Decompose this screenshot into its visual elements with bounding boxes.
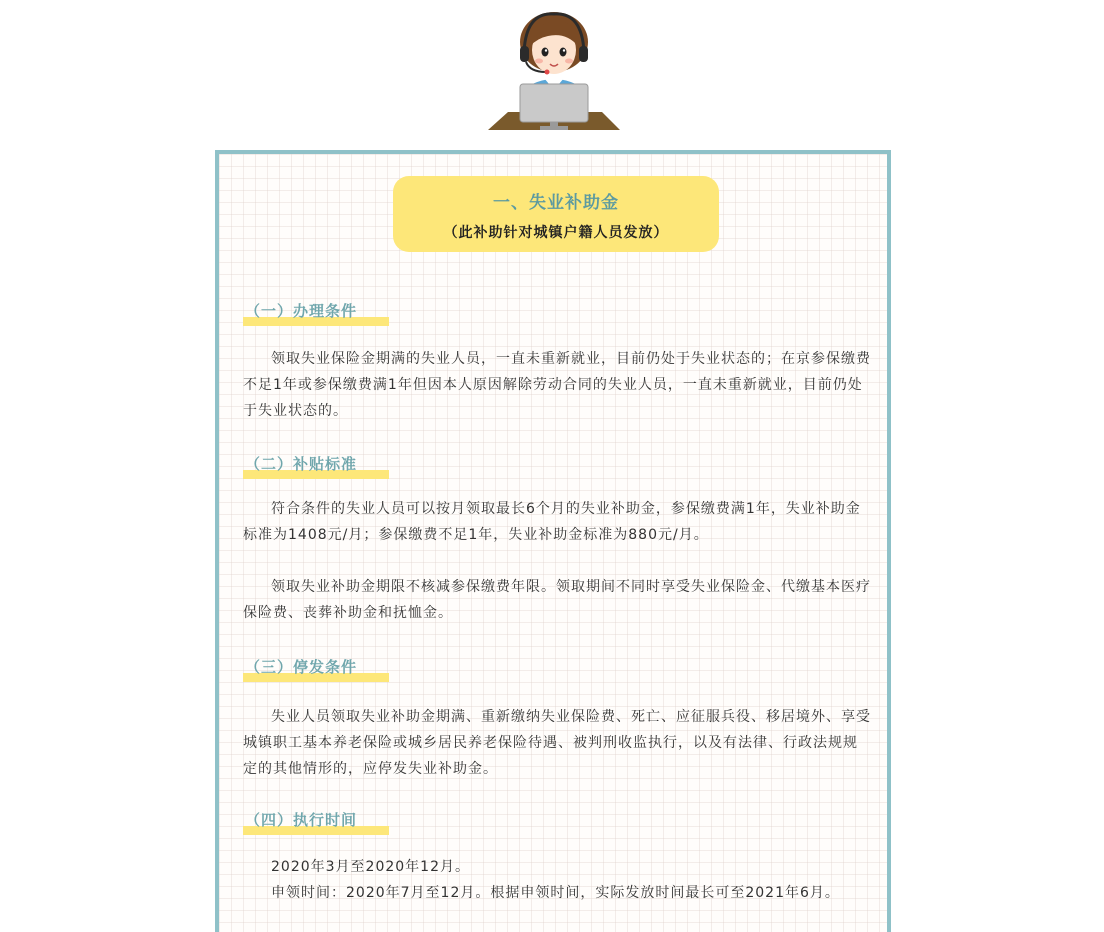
- section-heading-standard: [243, 453, 389, 479]
- page-title: 一、失业补助金: [493, 193, 619, 213]
- section-heading-text: （一）办理条件: [245, 302, 358, 320]
- section-heading-period: [243, 809, 389, 835]
- page-subtitle: （此补助针对城镇户籍人员发放）: [443, 225, 669, 241]
- section-paragraph: 领取失业补助金期限不核减参保缴费年限。领取期间不同时享受失业保险金、代缴基本医疗保险费、丧葬补助金和抚恤金。: [243, 579, 871, 621]
- section-heading-text: （二）补贴标准: [245, 455, 358, 473]
- section-paragraph: 符合条件的失业人员可以按月领取最长6个月的失业补助金，参保缴费满1年，失业补助金标准为1408元/月；参保缴费不足1年，失业补助金标准为880元/月。: [243, 501, 861, 543]
- section-heading-conditions: [243, 300, 389, 326]
- section-heading-text: （四）执行时间: [245, 811, 358, 829]
- title-banner: [393, 176, 719, 252]
- section-paragraph: 申领时间：2020年7月至12月。根据申领时间，实际发放时间最长可至2021年6月。: [271, 885, 840, 901]
- section-paragraph: 领取失业保险金期满的失业人员，一直未重新就业，目前仍处于失业状态的；在京参保缴费不足1年或参保缴费满1年但因本人原因解除劳动合同的失业人员，一直未重新就业，目前仍处于失业状态的。: [243, 351, 871, 419]
- section-heading-stop: [243, 656, 389, 682]
- customer-service-agent-icon: [486, 6, 622, 132]
- section-paragraph: 2020年3月至2020年12月。: [271, 859, 470, 875]
- section-heading-text: （三）停发条件: [245, 658, 358, 676]
- content-card: [215, 150, 891, 932]
- section-paragraph: 失业人员领取失业补助金期满、重新缴纳失业保险费、死亡、应征服兵役、移居境外、享受城镇职工基本养老保险或城乡居民养老保险待遇、被判刑收监执行，以及有法律、行政法规规定的其他情形的，应停发失业补助金。: [243, 709, 871, 777]
